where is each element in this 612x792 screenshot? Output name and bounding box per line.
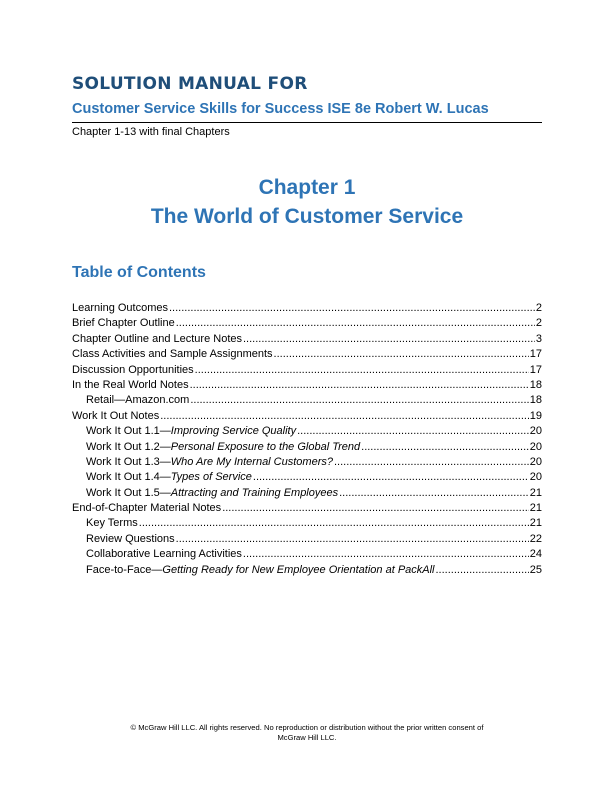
toc-entry-label: End-of-Chapter Material Notes — [72, 502, 222, 515]
toc-entry[interactable] — [72, 532, 542, 547]
toc-entry-label: Retail—Amazon.com — [86, 394, 190, 407]
toc-entry-italic: Attracting and Training Employees — [170, 486, 339, 499]
toc-entry[interactable] — [72, 563, 542, 578]
toc-entry-page: 17 — [529, 348, 542, 361]
toc-entry-italic: Personal Exposure to the Global Trend — [170, 440, 361, 453]
toc-entry[interactable] — [72, 486, 542, 501]
chapter-number: Chapter 1 — [258, 176, 356, 199]
toc-entry[interactable] — [72, 332, 542, 347]
chapter-title: The World of Customer Service — [150, 205, 464, 228]
toc-entry[interactable] — [72, 316, 542, 331]
toc-entry-label: Work It Out 1.4— — [86, 471, 171, 484]
toc-entry-page: 18 — [529, 394, 542, 407]
toc-entry[interactable] — [72, 516, 542, 531]
toc-entry[interactable] — [72, 378, 542, 393]
toc-entry[interactable] — [72, 501, 542, 516]
toc-entry-page: 20 — [529, 440, 542, 453]
toc-entry[interactable] — [72, 470, 542, 485]
toc-entry-page: 2 — [535, 302, 542, 314]
toc-entry-label: Learning Outcomes — [72, 302, 168, 314]
toc-entry[interactable] — [72, 424, 542, 439]
book-title: Customer Service Skills for Success ISE 8e Robert W. Lucas — [72, 101, 489, 117]
toc-entry-label: Chapter Outline and Lecture Notes — [72, 332, 242, 345]
toc-entry-page: 21 — [529, 502, 542, 515]
footer-line: McGraw Hill LLC. — [277, 732, 337, 742]
toc-entry[interactable] — [72, 347, 542, 362]
table-of-contents — [72, 301, 542, 578]
toc-entry-label: Key Terms — [86, 517, 138, 530]
toc-entry-label: Class Activities and Sample Assignments — [72, 348, 273, 361]
toc-heading: Table of Contents — [72, 264, 206, 281]
toc-entry-page: 20 — [529, 455, 542, 468]
toc-entry-italic: Getting Ready for New Employee Orientation at PackAll — [162, 563, 435, 576]
toc-entry-label: Review Questions — [86, 532, 175, 545]
toc-entry-page: 20 — [529, 425, 542, 438]
toc-entry[interactable] — [72, 547, 542, 562]
toc-entry-page: 24 — [529, 548, 542, 561]
toc-entry-page: 18 — [529, 378, 542, 391]
toc-entry-italic: Improving Service Quality — [170, 425, 297, 438]
toc-entry-label: Discussion Opportunities — [72, 363, 194, 376]
header-divider — [72, 122, 542, 123]
toc-entry[interactable] — [72, 455, 542, 470]
toc-entry-label: Collaborative Learning Activities — [86, 548, 242, 561]
toc-entry-page: 21 — [529, 486, 542, 499]
toc-entry-label: Work It Out 1.5— — [86, 486, 171, 499]
toc-entry-page: 3 — [535, 332, 542, 345]
toc-entry-page: 19 — [529, 409, 542, 422]
toc-entry-page: 22 — [529, 532, 542, 545]
toc-entry-label: Work It Out 1.1— — [86, 425, 171, 438]
footer-line: © McGraw Hill LLC. All rights reserved. No reproduction or distribution without the prior written consent of — [130, 723, 484, 732]
toc-entry-label: Work It Out 1.2— — [86, 440, 171, 453]
toc-entry-label: Work It Out Notes — [72, 409, 160, 422]
toc-entry-page: 2 — [535, 317, 542, 330]
toc-entry-label: Face-to-Face— — [86, 563, 163, 576]
toc-entry-italic: Types of Service — [170, 471, 252, 484]
toc-entry-label: In the Real World Notes — [72, 378, 189, 391]
toc-entry[interactable] — [72, 393, 542, 408]
toc-entry-page: 20 — [529, 471, 542, 484]
toc-entry[interactable] — [72, 363, 542, 378]
toc-entry-page: 17 — [529, 363, 542, 376]
toc-entry[interactable] — [72, 409, 542, 424]
toc-entry-italic: Who Are My Internal Customers? — [170, 455, 333, 468]
copyright-footer — [72, 723, 542, 742]
toc-entry[interactable] — [72, 301, 542, 316]
toc-entry-page: 21 — [529, 517, 542, 530]
toc-entry[interactable] — [72, 440, 542, 455]
toc-entry-label: Brief Chapter Outline — [72, 317, 175, 330]
toc-entry-label: Work It Out 1.3— — [86, 455, 171, 468]
manual-title: SOLUTION MANUAL FOR — [72, 74, 308, 94]
subtitle: Chapter 1-13 with final Chapters — [72, 126, 230, 138]
toc-entry-page: 25 — [529, 563, 542, 576]
